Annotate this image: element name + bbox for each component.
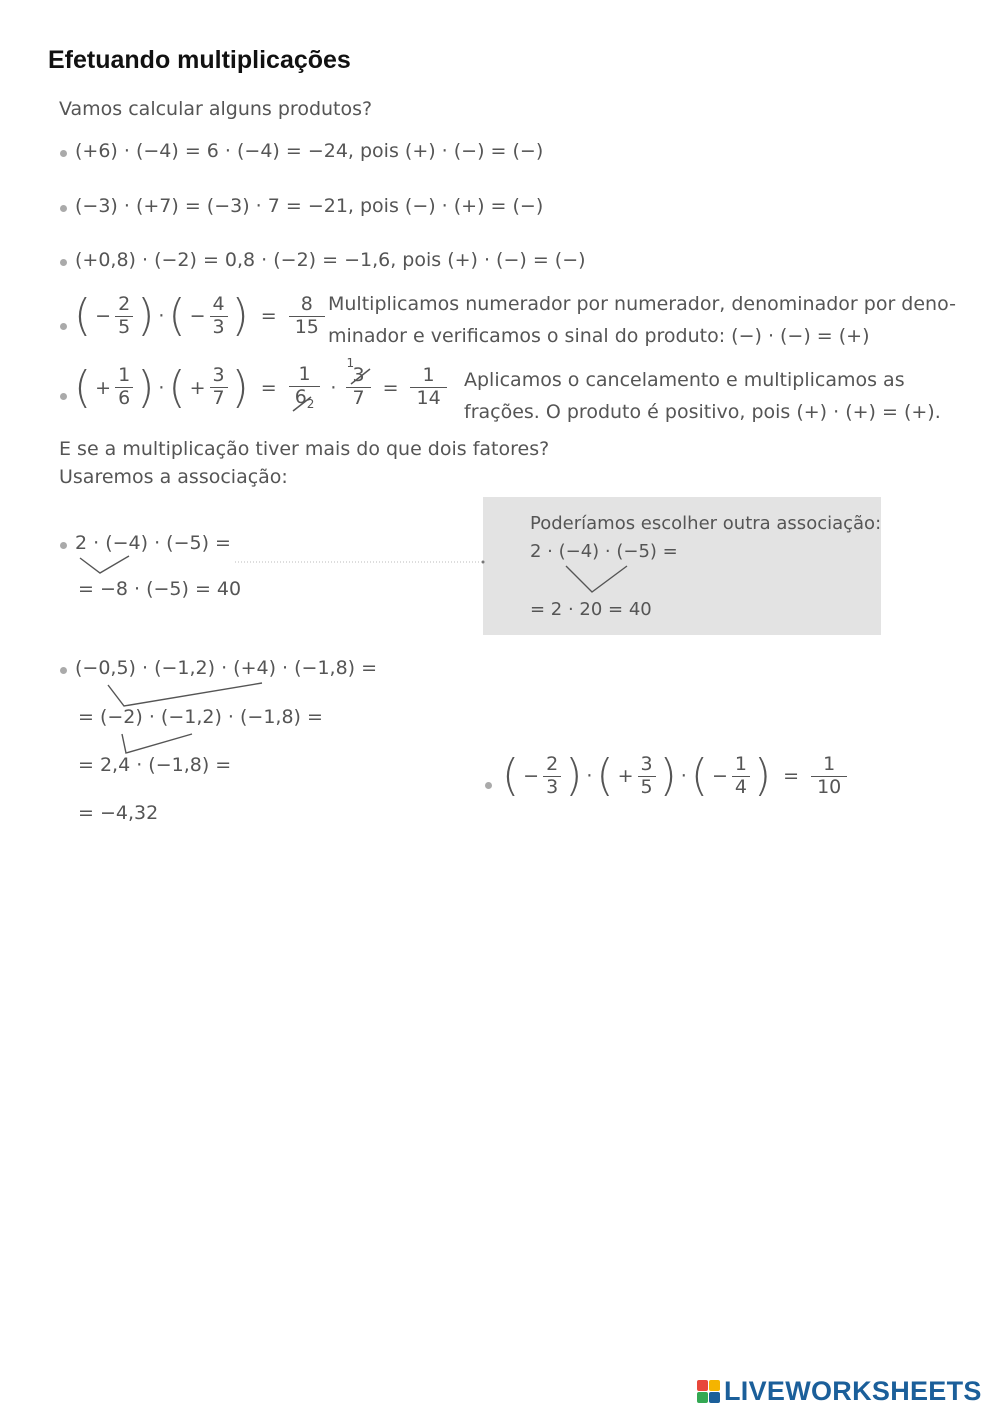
product-line-1: (+6) · (−4) = 6 · (−4) = −24, pois (+) · (−) = (−) (75, 140, 544, 162)
denominator: 3 (210, 316, 228, 339)
reduced-subscript: 2 (306, 396, 315, 411)
box-title: Poderíamos escolher outra associação: (530, 513, 882, 534)
paren-open: ( (74, 361, 92, 413)
numerator: 1 (734, 753, 747, 775)
sign: − (523, 765, 540, 788)
note-2-line-1: Aplicamos o cancelamento e multiplicamos as (464, 369, 905, 391)
liveworksheets-logo (697, 1376, 982, 1407)
sign: + (95, 376, 112, 399)
multiply-dot: · (586, 765, 593, 788)
brand-name: LIVEWORKSHEETS (724, 1376, 982, 1406)
denominator: 5 (115, 316, 133, 339)
question-line-1: E se a multiplicação tiver mais do que dois fatores? (59, 438, 550, 460)
paren-close: ) (137, 290, 155, 342)
note-1-line-1: Multiplicamos numerador por numerador, denominador por deno- (328, 293, 956, 315)
denominator: 15 (289, 316, 325, 339)
equals: = (260, 305, 277, 328)
multiply-dot: · (330, 376, 337, 399)
sign: − (189, 305, 206, 328)
paren-open: ( (168, 361, 186, 413)
product-line-3: (+0,8) · (−2) = 0,8 · (−2) = −1,6, pois (+) · (−) = (−) (75, 249, 586, 271)
leader-dot (482, 561, 485, 564)
assoc-2-line-3: = 2,4 · (−1,8) = (78, 754, 232, 776)
multiply-dot: · (158, 376, 165, 399)
numerator: 4 (212, 293, 225, 315)
numerator: 3 (212, 364, 225, 387)
product-line-2: (−3) · (+7) = (−3) · 7 = −21, pois (−) · (+) = (−) (75, 195, 544, 217)
numerator: 2 (118, 293, 131, 315)
assoc-1-connector (80, 556, 129, 573)
numerator: 8 (300, 293, 313, 315)
box-line-2: = 2 · 20 = 40 (530, 599, 652, 620)
denominator: 7 (346, 387, 370, 410)
assoc-2-connector-1 (108, 683, 262, 706)
page-title: Efetuando multiplicações (48, 46, 351, 74)
box-connector (566, 566, 627, 592)
denominator: 10 (811, 776, 847, 799)
paren-open: ( (690, 750, 708, 802)
question-line-2: Usaremos a associação: (59, 466, 288, 488)
numerator: 1 (422, 364, 435, 387)
denominator: 14 (410, 387, 446, 410)
numerator: 2 (546, 753, 559, 775)
note-1-line-2: minador e verificamos o sinal do produto: (−) · (−) = (+) (328, 325, 870, 347)
paren-open: ( (596, 750, 614, 802)
cancelled-digit: 6 (294, 385, 307, 408)
denominator: 3 (543, 776, 561, 799)
denominator: 6 (115, 387, 133, 410)
cancelled-digit: 3 (352, 364, 365, 387)
assoc-2-line-4: = −4,32 (78, 802, 159, 824)
sign: + (189, 376, 206, 399)
numerator: 1 (823, 753, 836, 775)
box-line-1: 2 · (−4) · (−5) = (530, 541, 678, 562)
equals: = (382, 376, 399, 399)
intro-text: Vamos calcular alguns produtos? (59, 98, 373, 120)
numerator: 1 (298, 363, 311, 385)
paren-open: ( (74, 290, 92, 342)
denominator: 4 (732, 776, 750, 799)
multiply-dot: · (680, 765, 687, 788)
note-2-line-2: frações. O produto é positivo, pois (+) · (+) = (+). (464, 401, 941, 423)
paren-close: ) (231, 290, 249, 342)
denominator: 7 (210, 387, 228, 410)
liveworksheets-logo-icon (697, 1380, 720, 1403)
assoc-1-line-2: = −8 · (−5) = 40 (78, 578, 242, 600)
equals: = (783, 765, 800, 788)
sign: − (711, 765, 728, 788)
sign: + (617, 765, 634, 788)
numerator: 3 (640, 753, 653, 775)
paren-open: ( (168, 290, 186, 342)
paren-close: ) (565, 750, 583, 802)
assoc-2-connector-2 (122, 734, 192, 753)
reduced-superscript: 1 (346, 356, 355, 371)
paren-close: ) (754, 750, 772, 802)
sign: − (95, 305, 112, 328)
assoc-2-line-1: (−0,5) · (−1,2) · (+4) · (−1,8) = (75, 657, 378, 679)
numerator: 1 (118, 364, 131, 387)
paren-close: ) (137, 361, 155, 413)
denominator: 5 (638, 776, 656, 799)
equals: = (260, 376, 277, 399)
paren-close: ) (231, 361, 249, 413)
assoc-1-line-1: 2 · (−4) · (−5) = (75, 532, 231, 554)
assoc-2-line-2: = (−2) · (−1,2) · (−1,8) = (78, 706, 323, 728)
multiply-dot: · (158, 305, 165, 328)
paren-open: ( (502, 750, 520, 802)
paren-close: ) (659, 750, 677, 802)
